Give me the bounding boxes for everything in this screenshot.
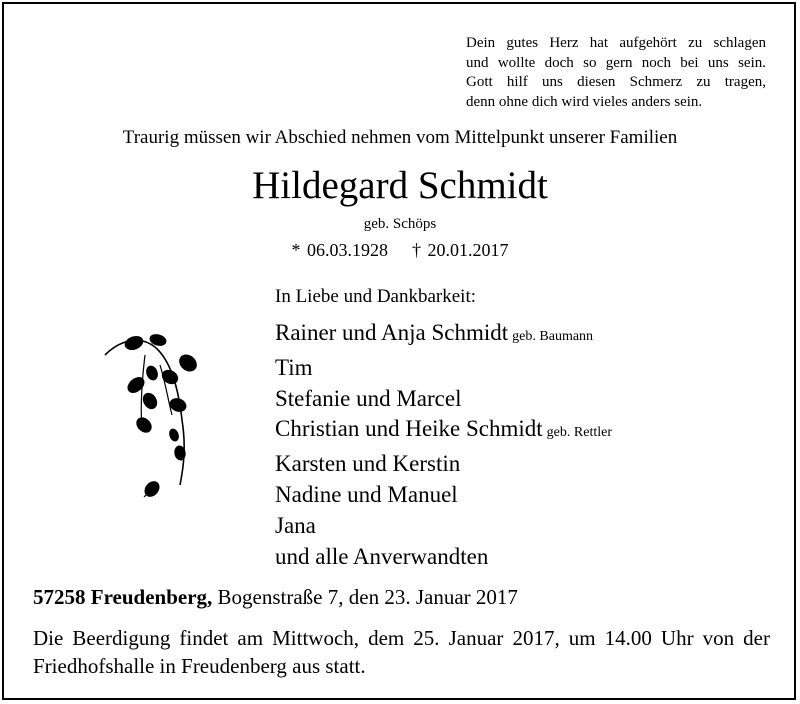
mourner-name: Stefanie und Marcel xyxy=(275,385,462,411)
funeral-notice: Die Beerdigung findet am Mittwoch, dem 25. Januar 2017, um 14.00 Uhr von der Friedhofshalle in Freudenberg aus statt. xyxy=(33,626,770,678)
death-date: † 20.01.2017 xyxy=(412,240,509,260)
intro-text: Traurig müssen wir Abschied nehmen vom Mittelpunkt unserer Familien xyxy=(122,127,678,148)
mourner-name: Christian und Heike Schmidt xyxy=(275,416,543,442)
place-city: 57258 Freudenberg, xyxy=(33,585,213,609)
mourner-entry xyxy=(275,318,612,353)
birth-name: geb. Schöps xyxy=(363,216,437,232)
mourner-birth-name: geb. Baumann xyxy=(512,329,594,344)
mourner-name: Tim xyxy=(275,354,313,380)
birth-date: * 06.03.1928 xyxy=(291,240,388,260)
mourner-entry xyxy=(275,449,612,480)
poem-line: und wollte doch so gern noch bei uns sein. xyxy=(466,54,766,71)
mourner-name: Karsten und Kerstin xyxy=(275,451,461,477)
mourner-name: Nadine und Manuel xyxy=(275,481,458,507)
deceased-name: Hildegard Schmidt xyxy=(252,164,548,207)
life-dates xyxy=(0,240,800,261)
place-address: Bogenstraße 7, den 23. Januar 2017 xyxy=(217,585,518,609)
mourner-name: Rainer und Anja Schmidt xyxy=(275,320,509,345)
mourner-entry xyxy=(275,353,612,384)
poem xyxy=(466,34,766,112)
mourner-birth-name: geb. Rettler xyxy=(546,425,612,441)
gratitude-line: In Liebe und Dankbarkeit: xyxy=(275,286,477,307)
poem-line: Dein gutes Herz hat aufgehört zu schlagen xyxy=(466,35,766,51)
mourner-entry xyxy=(275,511,612,542)
birch-branch-icon xyxy=(100,325,210,515)
mourner-name: Jana xyxy=(275,512,316,538)
poem-line: denn ohne dich wird vieles anders sein. xyxy=(466,93,703,110)
mourner-name: und alle Anverwandten xyxy=(275,543,489,569)
mourners-list xyxy=(275,318,612,572)
mourner-entry xyxy=(275,384,612,415)
mourner-entry xyxy=(275,542,612,573)
mourner-entry xyxy=(275,414,612,449)
place-date-line xyxy=(33,585,518,610)
poem-line: Gott hilf uns diesen Schmerz zu tragen, xyxy=(466,74,766,90)
mourner-entry xyxy=(275,480,612,511)
